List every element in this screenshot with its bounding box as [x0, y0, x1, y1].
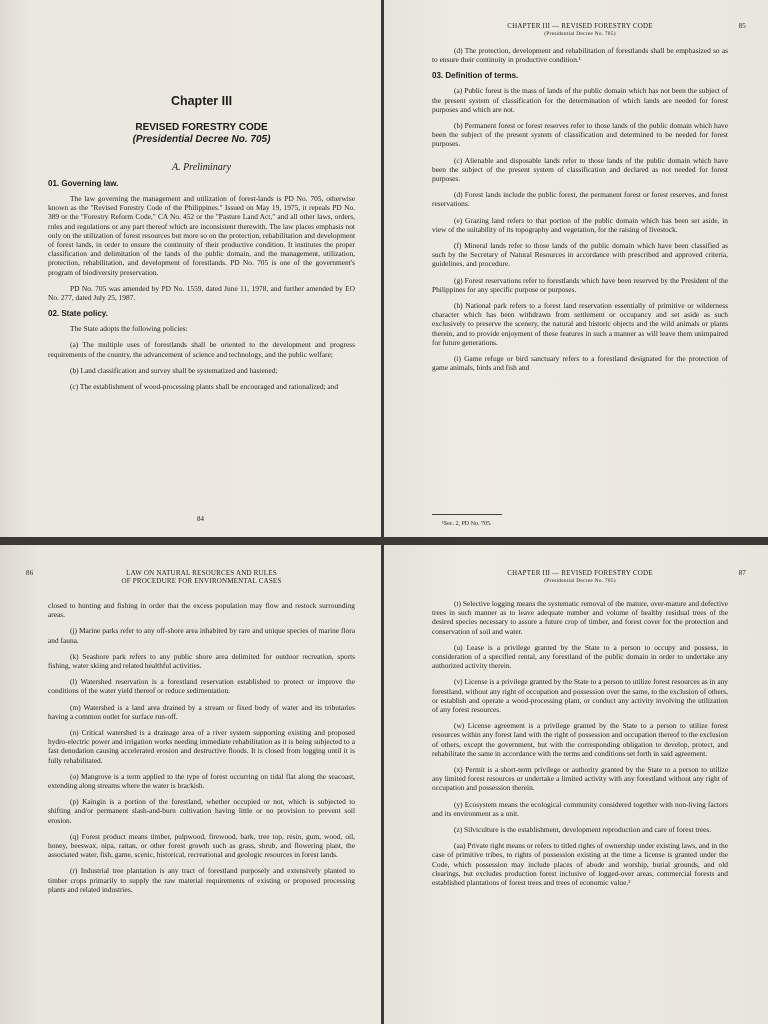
page-87 [384, 545, 768, 1024]
paragraph: The State adopts the following policies: [70, 324, 188, 334]
list-item: (b) Permanent forest or forest reserves refer to those lands of the public domain which have been the subject of the present system of classification and determined to be needed for forest purposes. [432, 121, 728, 149]
list-item: (w) License agreement is a privilege granted by the State to a person to utilize forest resources within any forest land with the right of possession and occupation thereof to the exclusion of others, except the government, but with the corresponding obligation to develop, protect, and rehabilitate the same in accordance with the terms and conditions set forth in said agreement. [432, 721, 728, 758]
list-item: (h) National park refers to a forest land reservation essentially of primitive or wilderness character which has been withdrawn from settlement or occupancy and set aside as such exclusively to preserve the scenery, the natural and historic objects and the wild animals or plants therein, and to provide enjoyment of these features in such a manner as will leave them unimpaired for future generations. [432, 301, 728, 347]
section-subheading: A. Preliminary [171, 162, 232, 173]
list-item: (e) Grazing land refers to that portion of the public domain which has been set aside, in view of the suitability of its topography and vegetation, for the raising of livestock. [432, 215, 728, 234]
header-subtitle: (Presidential Decree No. 705) [544, 31, 616, 37]
running-header [432, 569, 746, 585]
running-header [26, 569, 355, 585]
section-title-state-policy: 02. State policy. [48, 309, 108, 319]
header-subtitle: OF PROCEDURE FOR ENVIRONMENTAL CASES [121, 577, 282, 585]
paragraph: PD No. 705 was amended by PD No. 1559, dated June 11, 1978, and further amended by EO No. 277, dated July 25, 1987. [48, 283, 355, 303]
page-number: 85 [738, 22, 746, 30]
header-title: CHAPTER III — REVISED FORESTRY CODE [507, 569, 653, 577]
list-item: (d) The protection, development and rehabilitation of forestlands shall be emphasized so as to ensure their continuity in productive condition.¹ [432, 46, 728, 65]
list-item: (i) Game refuge or bird sanctuary refers to a forestland designated for the protection of game animals, birds and fish and [432, 354, 728, 373]
list-item: (d) Forest lands include the public forest, the permanent forest or forest reserves, and forest reservations. [432, 190, 728, 209]
running-header [432, 22, 746, 38]
list-item: (c) Alienable and disposable lands refer to those lands of the public domain which have been the subject of the present system of classification and declared as not needed for forest purposes. [432, 155, 728, 184]
header-title: LAW ON NATURAL RESOURCES AND RULES [126, 569, 277, 577]
list-item: (q) Forest product means timber, pulpwood, firewood, bark, tree top, resin, gum, wood, oil, honey, beeswax, nipa, rattan, or other forest growth such as grass, shrub, and flowering plant, the associated water, fish, game, scenic, historical, recreational and geologic resources in forest lands. [48, 831, 355, 860]
list-item: (m) Watershed is a land area drained by a stream or fixed body of water and its tributaries having a common outlet for surface run-off. [48, 702, 355, 721]
paragraph: The law governing the management and utilization of forest-lands is PD No. 705, otherwise known as the "Revised Forestry Code of the Philippines." Issued on May 19, 1975, it repeals PD No. 389 or the "Forestry Reform Code," CA No. 452 or the "Pasture Land Act," and all other laws, orders, rules and regulations or any part thereof which are inconsistent therewith. The law places emphasis not only on the utilization of forest resources but more so on the protection, rehabilitation and development of forest lands, in order to ensure the continuity of their productive condition. It institutes the proper classification and delimitation of the lands of the public domain, and the management, utilization, protection, rehabilitation, and development of forestlands. PD No. 705 is one of the government's program of biodiversity preservation. [48, 194, 355, 277]
list-item: (g) Forest reservations refer to forestlands which have been reserved by the President of the Philippines for any specific purpose or purposes. [432, 275, 728, 294]
list-item: (u) Lease is a privilege granted by the State to a person to occupy and possess, in consideration of a specified rental, any forestland of the public domain in order to undertake any authorized activity therein. [432, 642, 728, 671]
page-number: 87 [738, 569, 746, 577]
footnote: ¹Sec. 2, PD No. 705. [442, 521, 492, 527]
list-item: (n) Critical watershed is a drainage area of a river system supporting existing and proposed hydro-electric power and irrigation works needing immediate rehabilitation as it is being subjected to a fast denudation causing accelerated erosion and destructive floods. It is closed from logging until it is fully rehabilitated. [48, 728, 355, 765]
section-title-governing-law: 01. Governing law. [48, 179, 119, 188]
page-number: 86 [26, 569, 34, 577]
chapter-title: REVISED FORESTRY CODE [135, 122, 268, 133]
list-item: (y) Ecosystem means the ecological community considered together with non-living factors and its environment as a unit. [432, 799, 728, 818]
section-title-definitions: 03. Definition of terms. [432, 71, 519, 81]
list-item: (r) Industrial tree plantation is any tract of forestland purposely and extensively planted to timber crops primarily to supply the raw material requirements of existing or proposed processing plants and related industries. [48, 866, 355, 894]
list-item: (b) Land classification and survey shall be systematized and hastened; [70, 365, 278, 375]
chapter-heading: Chapter III [170, 94, 233, 108]
page-84 [0, 0, 381, 537]
list-item: (t) Selective logging means the systematic removal of the mature, over-mature and defective trees in such manner as to leave adequate number and volume of healthy residual trees of the desired species necessary to assure a future crop of timber, and forest cover for the protection and conservation of soil and water. [432, 599, 728, 636]
list-item: (c) The establishment of wood-processing plants shall be encouraged and rationalized; and [70, 382, 339, 392]
paragraph: closed to hunting and fishing in order that the excess population may flow and restock surrounding areas. [48, 601, 355, 620]
footnote-rule [432, 514, 502, 515]
list-item: (a) The multiple uses of forestlands shall be oriented to the development and progress requirements of the country, the advancement of science and technology, and the public welfare; [48, 340, 355, 359]
list-item: (aa) Private right means or refers to titled rights of ownership under existing laws, and in the case of primitive tribes, to rights of possession existing at the time a license is granted under the Code, which possession may include places of abode and worship, burial grounds, and old clearings, but excludes production forest inclusive of logged-over areas, commercial forests and established plantations of forest trees and trees of economic value.² [432, 841, 728, 888]
list-item: (f) Mineral lands refer to those lands of the public domain which have been classified as such by the Secretary of Natural Resources in accordance with prescribed and approved criteria, guidelines, and procedure. [432, 241, 728, 269]
list-item: (a) Public forest is the mass of lands of the public domain which has not been the subject of the present system of classification for the determination of which lands are needed for forest purposes and which are not. [432, 86, 728, 114]
list-item: (j) Marine parks refer to any off-shore area inhabited by rare and unique species of marine flora and fauna. [48, 626, 355, 645]
chapter-subtitle: (Presidential Decree No. 705) [132, 134, 271, 145]
page-85 [384, 0, 768, 537]
list-item: (x) Permit is a short-term privilege or authority granted by the State to a person to utilize any limited forest resources or undertake a limited activity with any forestland without any right of occupation and possession therein. [432, 765, 728, 793]
list-item: (k) Seashore park refers to any public shore area delimited for outdoor recreation, sports fishing, water skiing and related healthful activities. [48, 651, 355, 671]
list-item: (z) Silviculture is the establishment, development reproduction and care of forest trees. [454, 825, 712, 835]
header-subtitle: (Presidential Decree No. 705) [544, 578, 616, 584]
header-title: CHAPTER III — REVISED FORESTRY CODE [507, 22, 653, 30]
list-item: (o) Mangrove is a term applied to the type of forest occurring on tidal flat along the seacoast, extending along streams where the water is brackish. [48, 771, 355, 791]
page-number: 84 [197, 515, 204, 523]
list-item: (p) Kaingin is a portion of the forestland, whether occupied or not, which is subjected to shifting and/or permanent slash-and-burn cultivation having little or no provision to prevent soil erosion. [48, 797, 355, 825]
list-item: (v) License is a privilege granted by the State to a person to utilize forest resources as in any forestland, without any right of occupation and possession over the same, to the exclusion of others, or establish and operate a wood-processing plant, or conduct any activity involving the utilization of any forest resources. [432, 677, 728, 715]
page-86 [0, 545, 381, 1024]
list-item: (l) Watershed reservation is a forestland reservation established to protect or improve the conditions of the water yield thereof or reduce sedimentation. [48, 677, 355, 696]
